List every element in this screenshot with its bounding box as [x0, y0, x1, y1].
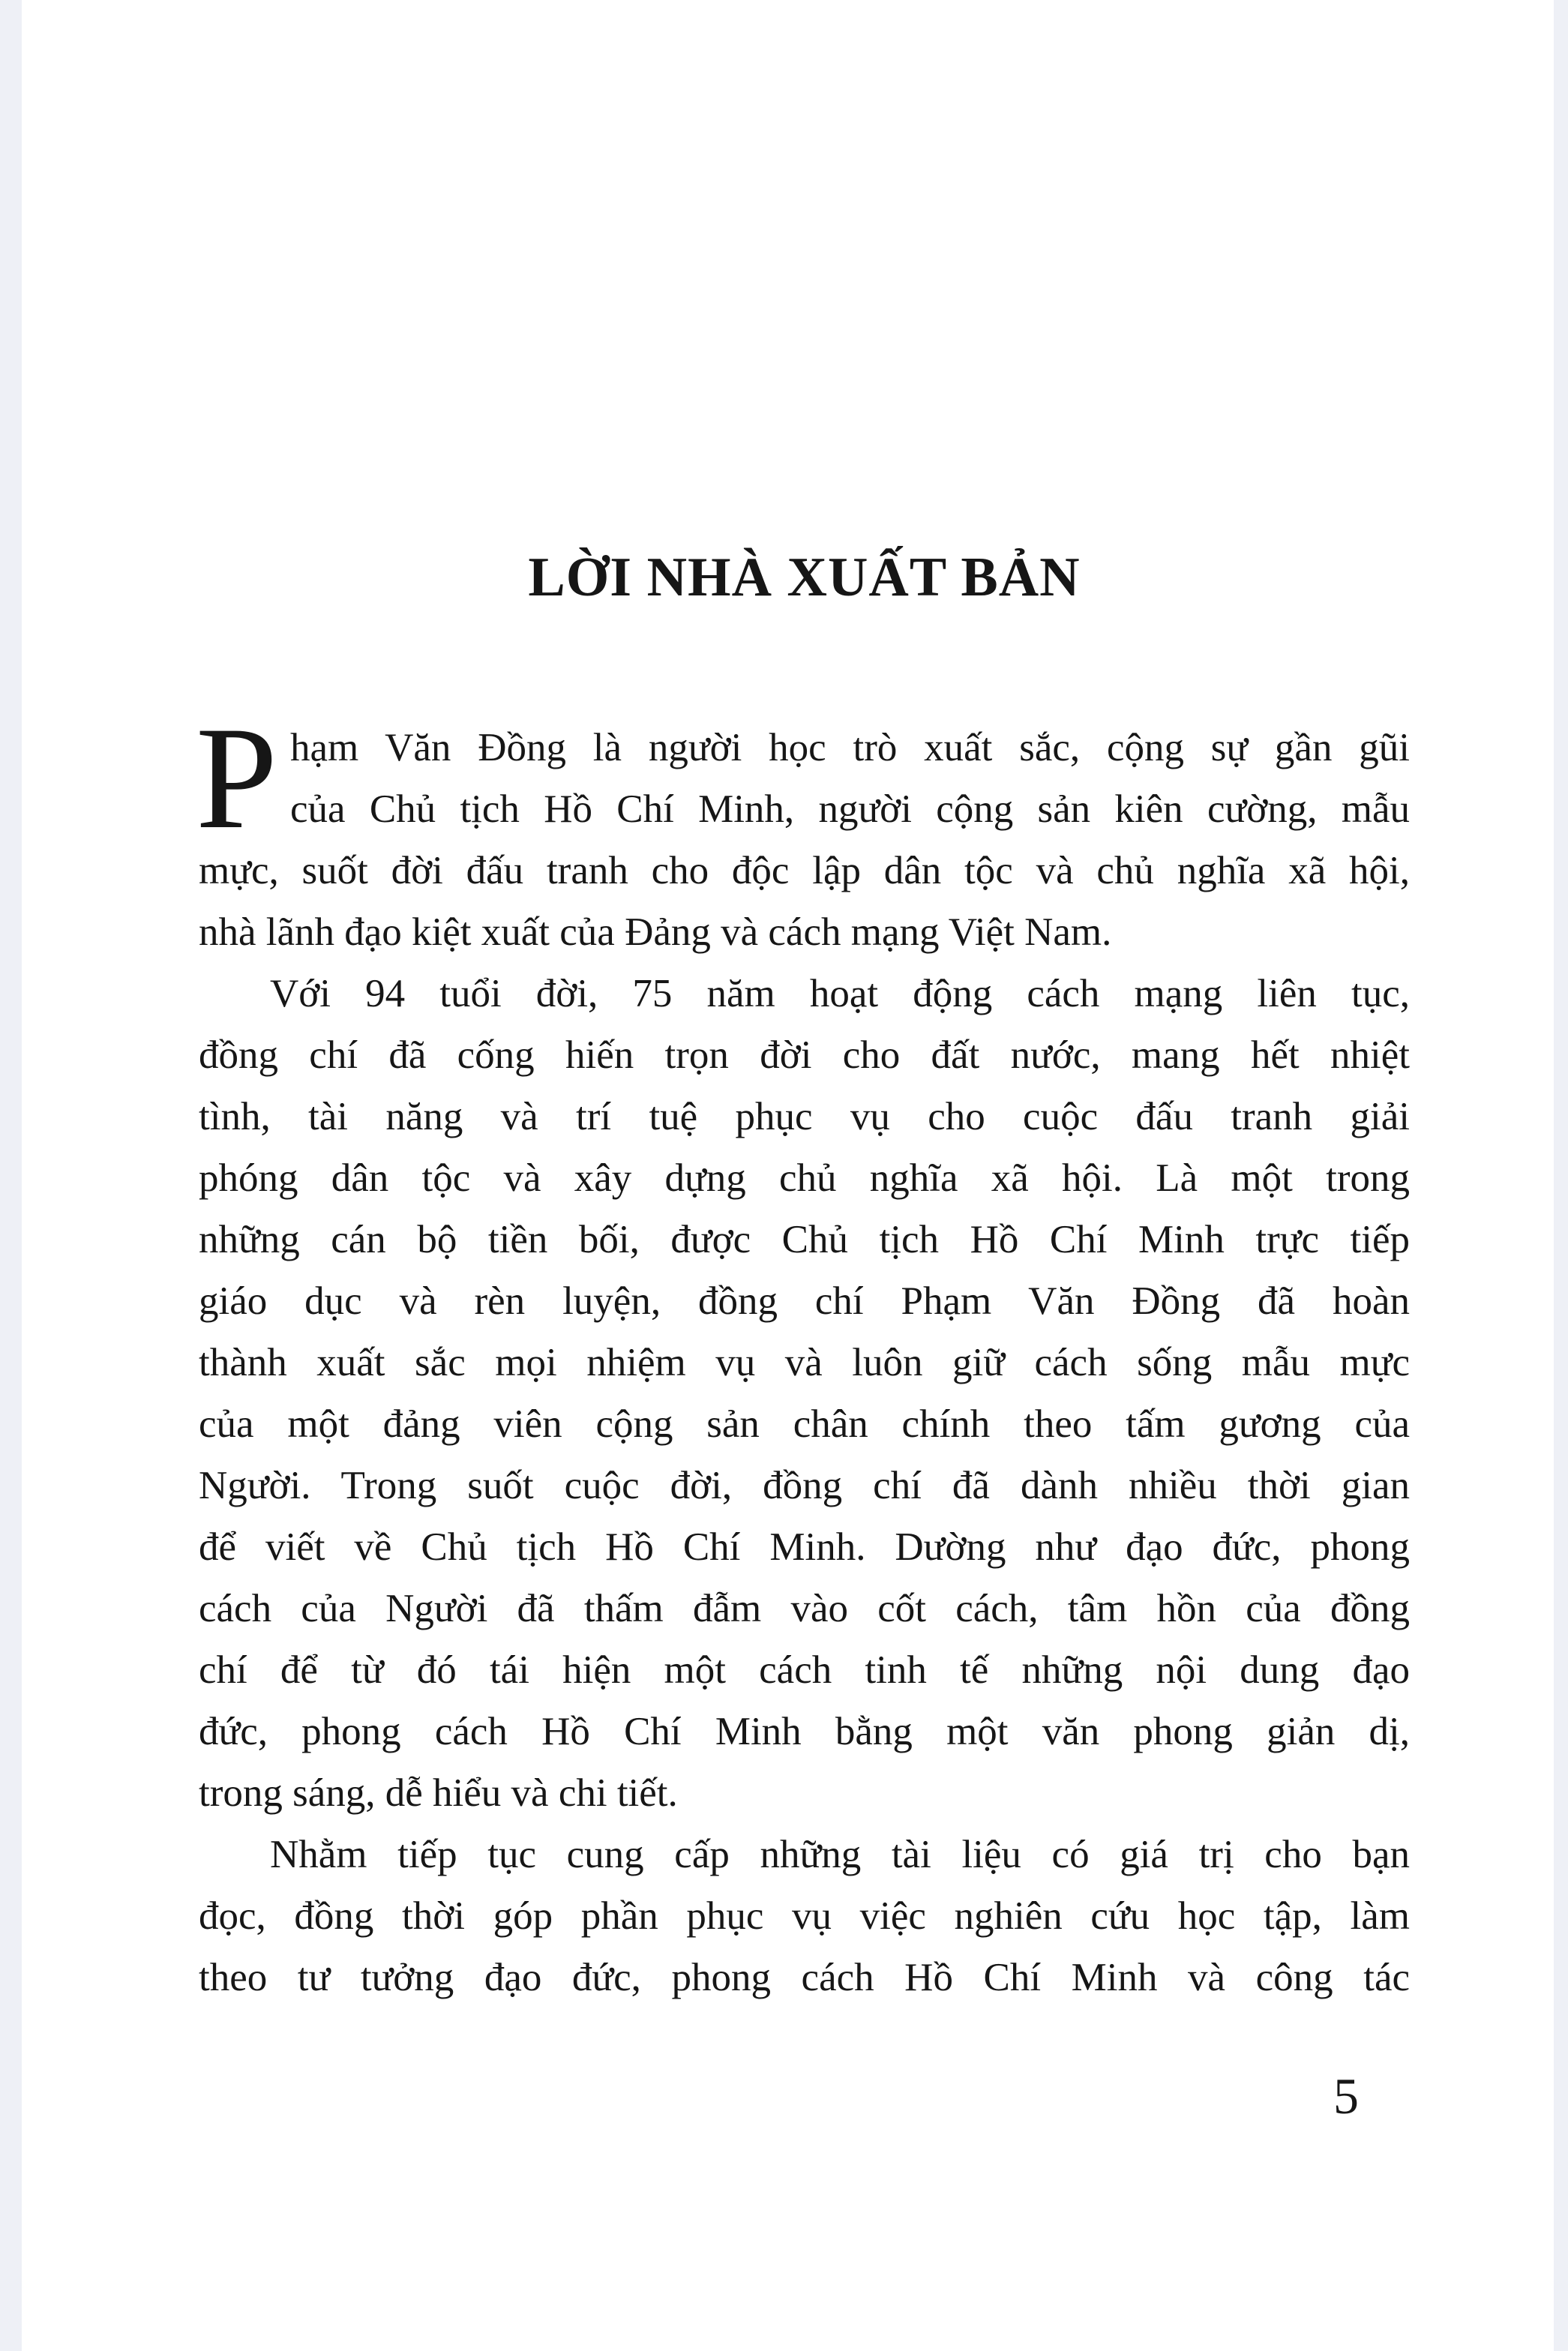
- page-number: 5: [1333, 2068, 1359, 2125]
- page-right-edge: [1554, 0, 1568, 2351]
- text-line: hạm Văn Đồng là người học trò xuất sắc, cộng sự gần gũi: [290, 726, 1410, 769]
- text-line: Với 94 tuổi đời, 75 năm hoạt động cách mạng liên tục,: [270, 972, 1410, 1015]
- text-line: mực, suốt đời đấu tranh cho độc lập dân tộc và chủ nghĩa xã hội,: [199, 849, 1410, 892]
- text-line: phóng dân tộc và xây dựng chủ nghĩa xã hội. Là một trong: [199, 1156, 1410, 1200]
- text-line: Người. Trong suốt cuộc đời, đồng chí đã dành nhiều thời gian: [199, 1464, 1410, 1507]
- paragraph-1: [196, 697, 1410, 963]
- dropcap-letter: P: [196, 697, 278, 859]
- text-line: đọc, đồng thời góp phần phục vụ việc nghiên cứu học tập, làm: [199, 1894, 1410, 1938]
- text-line: thành xuất sắc mọi nhiệm vụ và luôn giữ cách sống mẫu mực: [199, 1341, 1410, 1384]
- paragraph-2: [199, 963, 1410, 1824]
- page-title: LỜI NHÀ XUẤT BẢN: [528, 546, 1081, 608]
- text-line: của Chủ tịch Hồ Chí Minh, người cộng sản kiên cường, mẫu: [290, 787, 1410, 831]
- text-line: đức, phong cách Hồ Chí Minh bằng một văn phong giản dị,: [199, 1710, 1410, 1753]
- page-left-edge: [0, 0, 22, 2351]
- text-line: trong sáng, dễ hiểu và chi tiết.: [199, 1771, 678, 1815]
- text-line: Nhằm tiếp tục cung cấp những tài liệu có giá trị cho bạn: [270, 1833, 1410, 1876]
- text-line: đồng chí đã cống hiến trọn đời cho đất nước, mang hết nhiệt: [199, 1033, 1410, 1077]
- text-line: chí để từ đó tái hiện một cách tinh tế những nội dung đạo: [199, 1648, 1410, 1692]
- text-line: tình, tài năng và trí tuệ phục vụ cho cuộc đấu tranh giải: [199, 1095, 1410, 1138]
- text-line: để viết về Chủ tịch Hồ Chí Minh. Dường như đạo đức, phong: [199, 1525, 1410, 1569]
- text-line: theo tư tưởng đạo đức, phong cách Hồ Chí Minh và công tác: [199, 1956, 1410, 1999]
- text-line: cách của Người đã thấm đẫm vào cốt cách, tâm hồn của đồng: [199, 1587, 1410, 1630]
- text-line: nhà lãnh đạo kiệt xuất của Đảng và cách mạng Việt Nam.: [199, 910, 1112, 954]
- text-line: giáo dục và rèn luyện, đồng chí Phạm Văn Đồng đã hoàn: [199, 1279, 1410, 1323]
- paragraph-3: [199, 1824, 1410, 2008]
- text-line: của một đảng viên cộng sản chân chính theo tấm gương của: [199, 1402, 1410, 1446]
- text-line: những cán bộ tiền bối, được Chủ tịch Hồ Chí Minh trực tiếp: [199, 1218, 1410, 1261]
- body-text: [196, 697, 1410, 2008]
